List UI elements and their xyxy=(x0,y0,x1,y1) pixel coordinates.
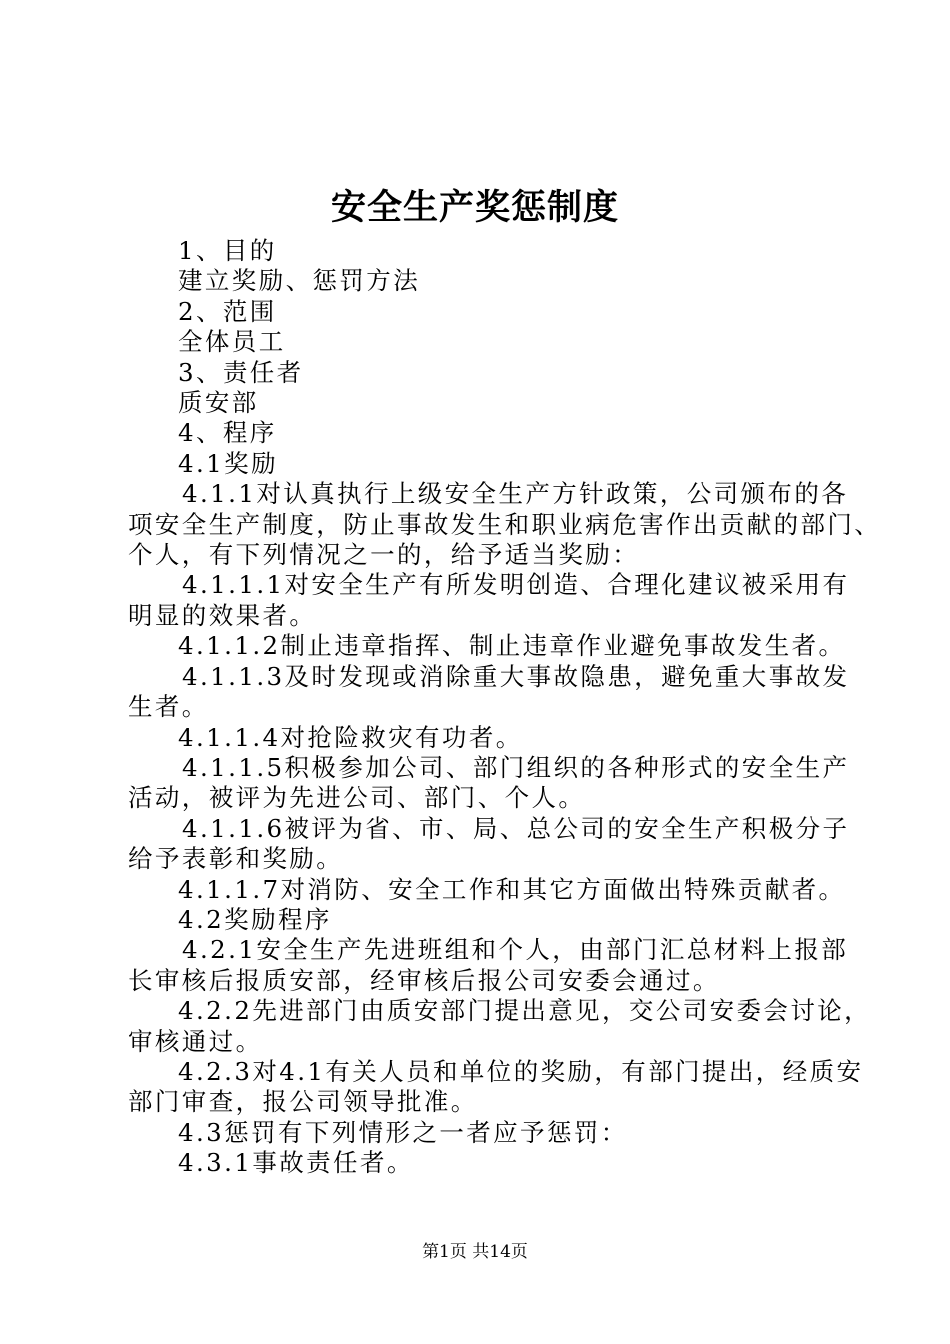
paragraph-line: 个人，有下列情况之一的，给予适当奖励： xyxy=(128,540,640,570)
paragraph-line: 4.1.1.2制止违章指挥、制止违章作业避免事故发生者。 xyxy=(178,631,846,661)
section-heading: 2、范围 xyxy=(178,296,277,326)
paragraph-line: 4.1.1.4对抢险救灾有功者。 xyxy=(178,722,523,752)
paragraph-line: 4.2.3对4.1有关人员和单位的奖励，有部门提出，经质安 xyxy=(178,1056,864,1086)
paragraph-line: 全体员工 xyxy=(178,327,286,357)
paragraph-line: 明显的效果者。 xyxy=(128,600,317,630)
section-heading: 4.3惩罚有下列情形之一者应予惩罚： xyxy=(178,1117,628,1147)
paragraph-line: 4.1.1.5积极参加公司、部门组织的各种形式的安全生产 xyxy=(182,752,850,782)
paragraph-line: 项安全生产制度，防止事故发生和职业病危害作出贡献的部门、 xyxy=(128,509,882,539)
paragraph-line: 建立奖励、惩罚方法 xyxy=(178,266,421,296)
paragraph-line: 部门审查，报公司领导批准。 xyxy=(128,1087,478,1117)
paragraph-line: 生者。 xyxy=(128,692,209,722)
paragraph-line: 4.2.1安全生产先进班组和个人，由部门汇总材料上报部 xyxy=(182,935,849,965)
section-heading: 1、目的 xyxy=(178,236,277,265)
paragraph-line: 4.2.2先进部门由质安部门提出意见，交公司安委会讨论， xyxy=(178,996,872,1026)
section-heading: 3、责任者 xyxy=(178,357,304,387)
paragraph-line: 4.1.1.7对消防、安全工作和其它方面做出特殊贡献者。 xyxy=(178,874,846,904)
paragraph-line: 4.1.1.1对安全生产有所发明创造、合理化建议被采用有 xyxy=(182,570,850,600)
paragraph-line: 4.1.1.6被评为省、市、局、总公司的安全生产积极分子 xyxy=(182,813,850,843)
paragraph-line: 4.1.1对认真执行上级安全生产方针政策，公司颁布的各 xyxy=(182,479,849,509)
paragraph-line: 质安部 xyxy=(178,388,259,418)
section-heading: 4、程序 xyxy=(178,418,277,448)
paragraph-line: 给予表彰和奖励。 xyxy=(128,844,344,874)
section-heading: 4.1奖励 xyxy=(178,448,278,478)
paragraph-line: 审核通过。 xyxy=(128,1026,263,1056)
paragraph-line: 4.3.1事故责任者。 xyxy=(178,1148,414,1178)
document-body xyxy=(128,236,882,1179)
page-number: 第1页 共14页 xyxy=(422,1242,528,1262)
paragraph-line: 长审核后报质安部，经审核后报公司安委会通过。 xyxy=(128,965,720,995)
document-title: 安全生产奖惩制度 xyxy=(330,187,619,228)
paragraph-line: 活动，被评为先进公司、部门、个人。 xyxy=(128,783,586,813)
paragraph-line: 4.1.1.3及时发现或消除重大事故隐患，避免重大事故发 xyxy=(182,661,850,691)
section-heading: 4.2奖励程序 xyxy=(178,904,332,934)
